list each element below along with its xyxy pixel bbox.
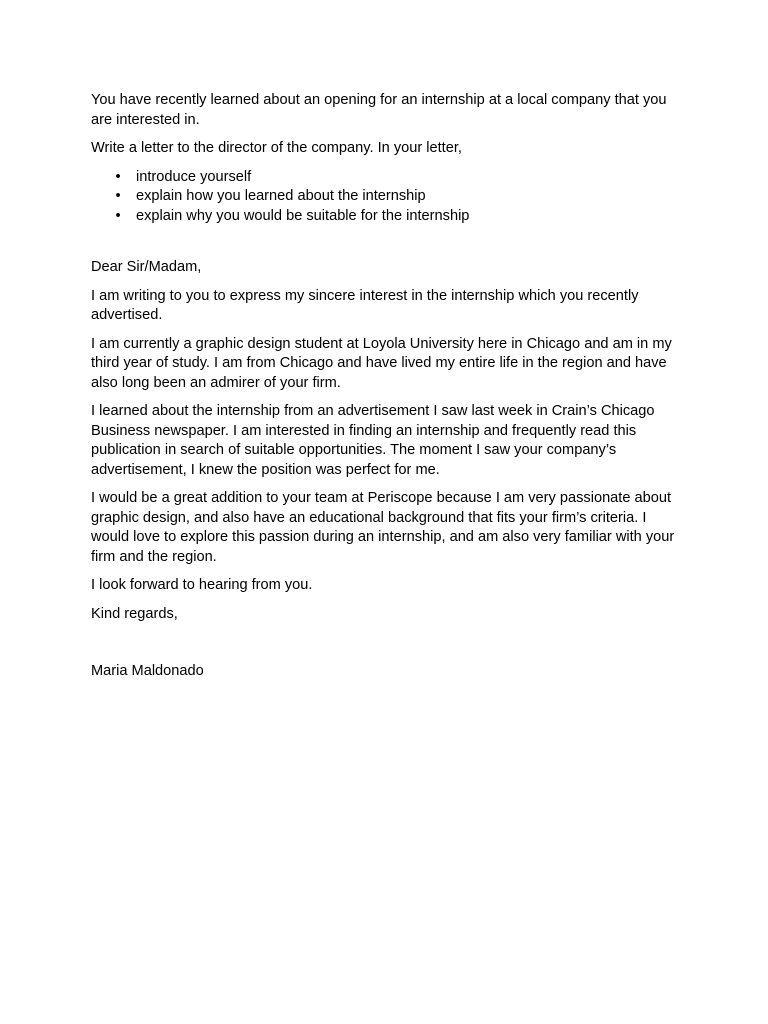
letter-paragraph: I look forward to hearing from you. — [91, 577, 313, 593]
letter-paragraph: I am currently a graphic design student at Loyola University here in Chicago and am in my third year of study. I am from Chicago and have lived my entire life in the region and have also long been an admirer of your firm. — [91, 335, 672, 391]
prompt-instruction: Write a letter to the director of the company. In your letter, — [91, 140, 462, 156]
bullet-text: explain why you would be suitable for the internship — [136, 207, 470, 224]
letter-paragraph: I am writing to you to express my sincere interest in the internship which you recently advertised. — [91, 287, 639, 323]
letter-body — [91, 258, 688, 682]
bullet-icon: • — [115, 207, 121, 224]
letter-paragraph: I would be a great addition to your team at Periscope because I am very passionate about graphic design, and also have an educational background that fits your firm’s criteria. I would love to explore this passion during an internship, and am also very familiar with your firm and the region. — [91, 490, 675, 565]
prompt-intro: You have recently learned about an opening for an internship at a local company that you are interested in. — [91, 92, 667, 128]
bullet-text: introduce yourself — [136, 168, 252, 185]
list-item — [91, 168, 688, 188]
letter-paragraph: I learned about the internship from an advertisement I saw last week in Crain’s Chicago Business newspaper. I am interested in finding an internship and frequently read this publication in search of suitable opportunities. The moment I saw your company’s advertisement, I knew the position was perfect for me. — [91, 403, 655, 478]
list-item — [91, 187, 688, 207]
letter-signature: Maria Maldonado — [91, 663, 204, 679]
letter-closing: Kind regards, — [91, 605, 178, 622]
bullet-icon: • — [115, 168, 121, 185]
prompt-bullet-list — [91, 168, 688, 227]
bullet-text: explain how you learned about the internship — [136, 188, 426, 204]
bullet-icon: • — [115, 188, 121, 204]
list-item — [91, 207, 688, 227]
task-prompt — [91, 91, 688, 226]
letter-greeting: Dear Sir/Madam, — [91, 259, 202, 275]
